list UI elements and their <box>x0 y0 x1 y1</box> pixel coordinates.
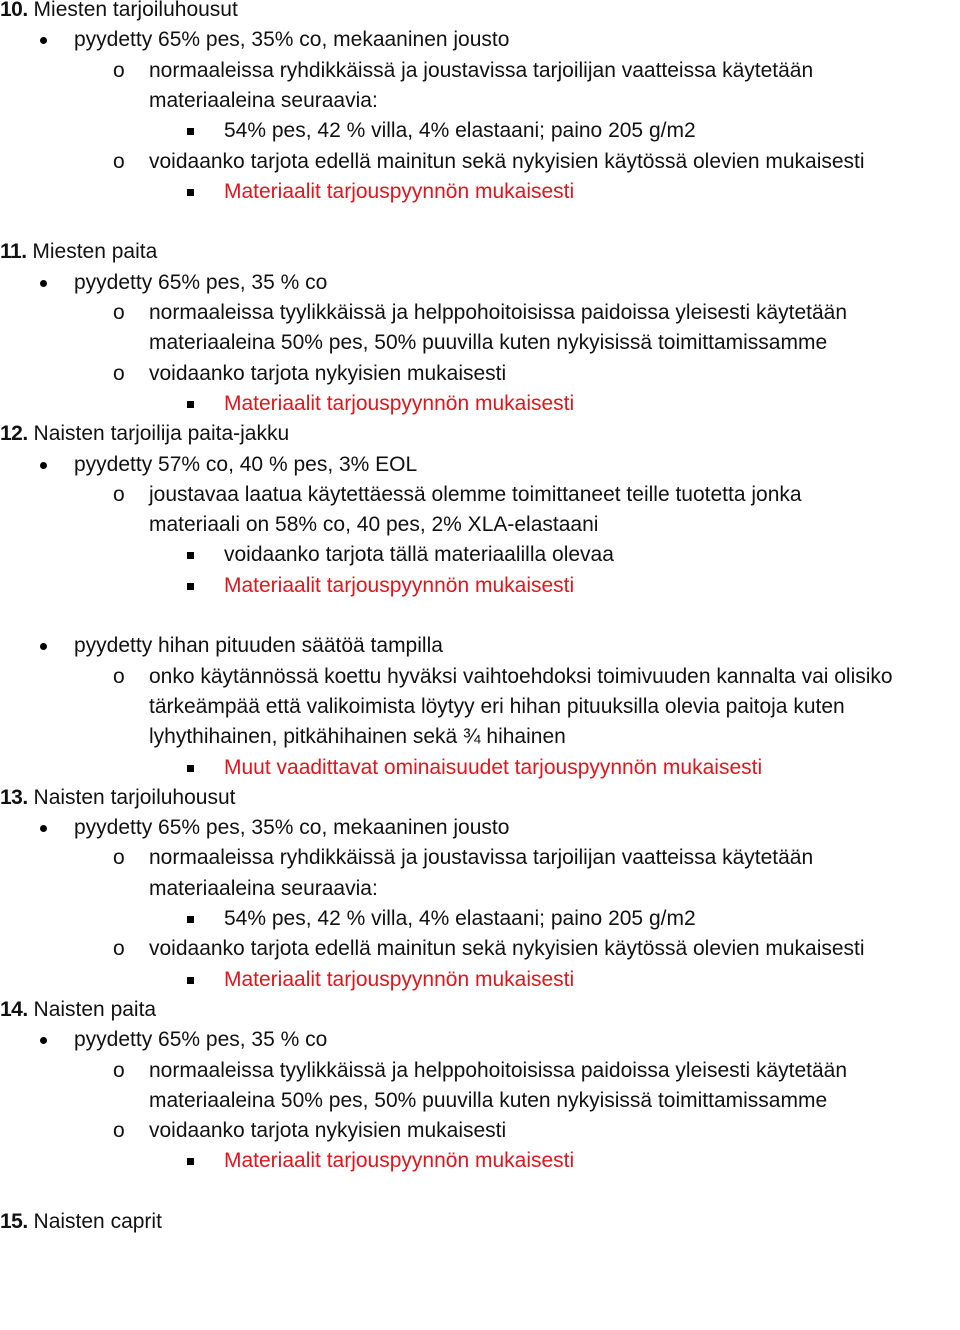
section-number: 12. <box>0 422 28 446</box>
section-title: Naisten caprit <box>27 1210 162 1233</box>
list-text: normaaleissa ryhdikkäissä ja joustavissa tarjoilijan vaatteissa käytetään <box>149 846 814 870</box>
bullet-dot-icon <box>40 1037 47 1044</box>
list-line <box>0 116 960 146</box>
requirement-note: Materiaalit tarjouspyynnön mukaisesti <box>224 573 575 597</box>
bullet-square-icon <box>187 401 194 408</box>
list-text: materiaaleina seuraavia: <box>149 876 378 900</box>
section-number: 14. <box>0 997 28 1021</box>
section-title: Naisten tarjoilija paita-jakku <box>27 422 290 446</box>
bullet-dot-icon <box>40 643 47 650</box>
list-text: voidaanko tarjota edellä mainitun sekä nykyisien käytössä olevien mukaisesti <box>149 937 865 961</box>
list-line <box>0 904 960 934</box>
section-heading-text <box>0 783 236 813</box>
list-text: 54% pes, 42 % villa, 4% elastaani; paino 205 g/m2 <box>224 907 696 930</box>
list-line <box>0 631 960 661</box>
list-text: onko käytännössä koettu hyväksi vaihtoehdoksi toimivuuden kannalta vai olisiko <box>149 664 893 688</box>
list-line <box>0 540 960 570</box>
list-line <box>0 25 960 55</box>
list-line <box>0 177 960 207</box>
bullet-square-icon <box>187 128 194 135</box>
list-text: materiaaleina seuraavia: <box>149 88 378 112</box>
list-line <box>0 1056 960 1086</box>
bullet-circle-icon: o <box>113 1119 125 1143</box>
requirement-note: Materiaalit tarjouspyynnön mukaisesti <box>224 391 575 415</box>
list-text: pyydetty 65% pes, 35 % co <box>74 1028 328 1052</box>
requirement-note: Materiaalit tarjouspyynnön mukaisesti <box>224 179 575 203</box>
list-text: voidaanko tarjota tällä materiaalilla olevaa <box>224 543 614 567</box>
list-line <box>0 571 960 601</box>
list-text: normaaleissa tyylikkäissä ja helppohoitoisissa paidoissa yleisesti käytetään <box>149 1058 848 1082</box>
list-text: 54% pes, 42 % villa, 4% elastaani; paino 205 g/m2 <box>224 119 696 143</box>
bullet-circle-icon: o <box>113 1058 125 1082</box>
list-line <box>0 450 960 480</box>
section-title: Miesten paita <box>26 240 158 264</box>
list-line <box>0 965 960 995</box>
list-text: voidaanko tarjota nykyisien mukaisesti <box>149 361 507 385</box>
requirement-note: Muut vaadittavat ominaisuudet tarjouspyynnön mukaisesti <box>224 755 763 779</box>
section-heading-text <box>0 995 156 1025</box>
bullet-circle-icon: o <box>113 149 125 173</box>
list-line <box>0 480 960 510</box>
list-line <box>0 722 960 752</box>
list-text: voidaanko tarjota edellä mainitun sekä nykyisien käytössä olevien mukaisesti <box>149 149 865 173</box>
list-line <box>0 843 960 873</box>
list-line <box>0 753 960 783</box>
bullet-circle-icon: o <box>113 58 125 82</box>
bullet-square-icon <box>187 977 194 984</box>
list-line <box>0 268 960 298</box>
list-line <box>0 359 960 389</box>
list-text: normaaleissa ryhdikkäissä ja joustavissa tarjoilijan vaatteissa käytetään <box>149 58 814 82</box>
list-text: pyydetty 65% pes, 35% co, mekaaninen jousto <box>74 28 510 52</box>
list-text: lyhythihainen, pitkähihainen sekä ¾ hihainen <box>149 725 566 749</box>
list-line <box>0 813 960 843</box>
list-line <box>0 56 960 86</box>
list-text: pyydetty 65% pes, 35% co, mekaaninen jousto <box>74 816 510 840</box>
list-line <box>0 874 960 904</box>
section-title: Miesten tarjoiluhousut <box>27 0 238 21</box>
section-title: Naisten paita <box>27 997 157 1021</box>
bullet-circle-icon: o <box>113 664 125 688</box>
section-number: 10. <box>0 0 28 21</box>
requirement-note: Materiaalit tarjouspyynnön mukaisesti <box>224 1149 575 1173</box>
list-text: normaaleissa tyylikkäissä ja helppohoitoisissa paidoissa yleisesti käytetään <box>149 301 848 324</box>
list-text: pyydetty 57% co, 40 % pes, 3% EOL <box>74 452 418 476</box>
section-number: 11. <box>0 240 27 264</box>
list-text: materiaali on 58% co, 40 pes, 2% XLA-elastaani <box>149 513 599 537</box>
bullet-square-icon <box>187 765 194 772</box>
list-text: materiaaleina 50% pes, 50% puuvilla kuten nykyisissä toimittamissamme <box>149 331 828 355</box>
bullet-dot-icon <box>40 37 47 44</box>
list-line <box>0 662 960 692</box>
bullet-square-icon <box>187 189 194 196</box>
list-line <box>0 86 960 116</box>
bullet-circle-icon: o <box>113 301 125 324</box>
section-heading-text <box>0 419 289 449</box>
list-text: pyydetty hihan pituuden säätöä tampilla <box>74 634 443 658</box>
list-text: tärkeämpää että valikoimista löytyy eri hihan pituuksilla olevia paitoja kuten <box>149 694 845 718</box>
list-line <box>0 1116 960 1146</box>
list-line <box>0 298 960 328</box>
list-line <box>0 1025 960 1055</box>
list-text: pyydetty 65% pes, 35 % co <box>74 270 328 294</box>
list-line <box>0 1086 960 1116</box>
section-heading-text <box>0 1207 162 1237</box>
list-line <box>0 147 960 177</box>
list-line <box>0 1146 960 1176</box>
list-line <box>0 389 960 419</box>
bullet-dot-icon <box>40 825 47 832</box>
list-line <box>0 328 960 358</box>
list-line <box>0 692 960 722</box>
list-line <box>0 510 960 540</box>
bullet-circle-icon: o <box>113 846 125 870</box>
bullet-square-icon <box>187 1158 194 1165</box>
bullet-dot-icon <box>40 280 47 287</box>
bullet-square-icon <box>187 916 194 923</box>
bullet-circle-icon: o <box>113 361 125 385</box>
section-number: 15. <box>0 1210 28 1233</box>
section-title: Naisten tarjoiluhousut <box>27 785 236 809</box>
list-text: voidaanko tarjota nykyisien mukaisesti <box>149 1119 507 1143</box>
section-heading-text <box>0 0 238 25</box>
bullet-square-icon <box>187 552 194 559</box>
section-heading-text <box>0 237 157 267</box>
list-text: materiaaleina 50% pes, 50% puuvilla kuten nykyisissä toimittamissamme <box>149 1088 828 1112</box>
bullet-circle-icon: o <box>113 482 125 506</box>
bullet-square-icon <box>187 583 194 590</box>
bullet-dot-icon <box>40 462 47 469</box>
requirement-note: Materiaalit tarjouspyynnön mukaisesti <box>224 967 575 991</box>
list-line <box>0 934 960 964</box>
section-number: 13. <box>0 785 28 809</box>
list-text: joustavaa laatua käytettäessä olemme toimittaneet teille tuotetta jonka <box>149 482 802 506</box>
bullet-circle-icon: o <box>113 937 125 961</box>
